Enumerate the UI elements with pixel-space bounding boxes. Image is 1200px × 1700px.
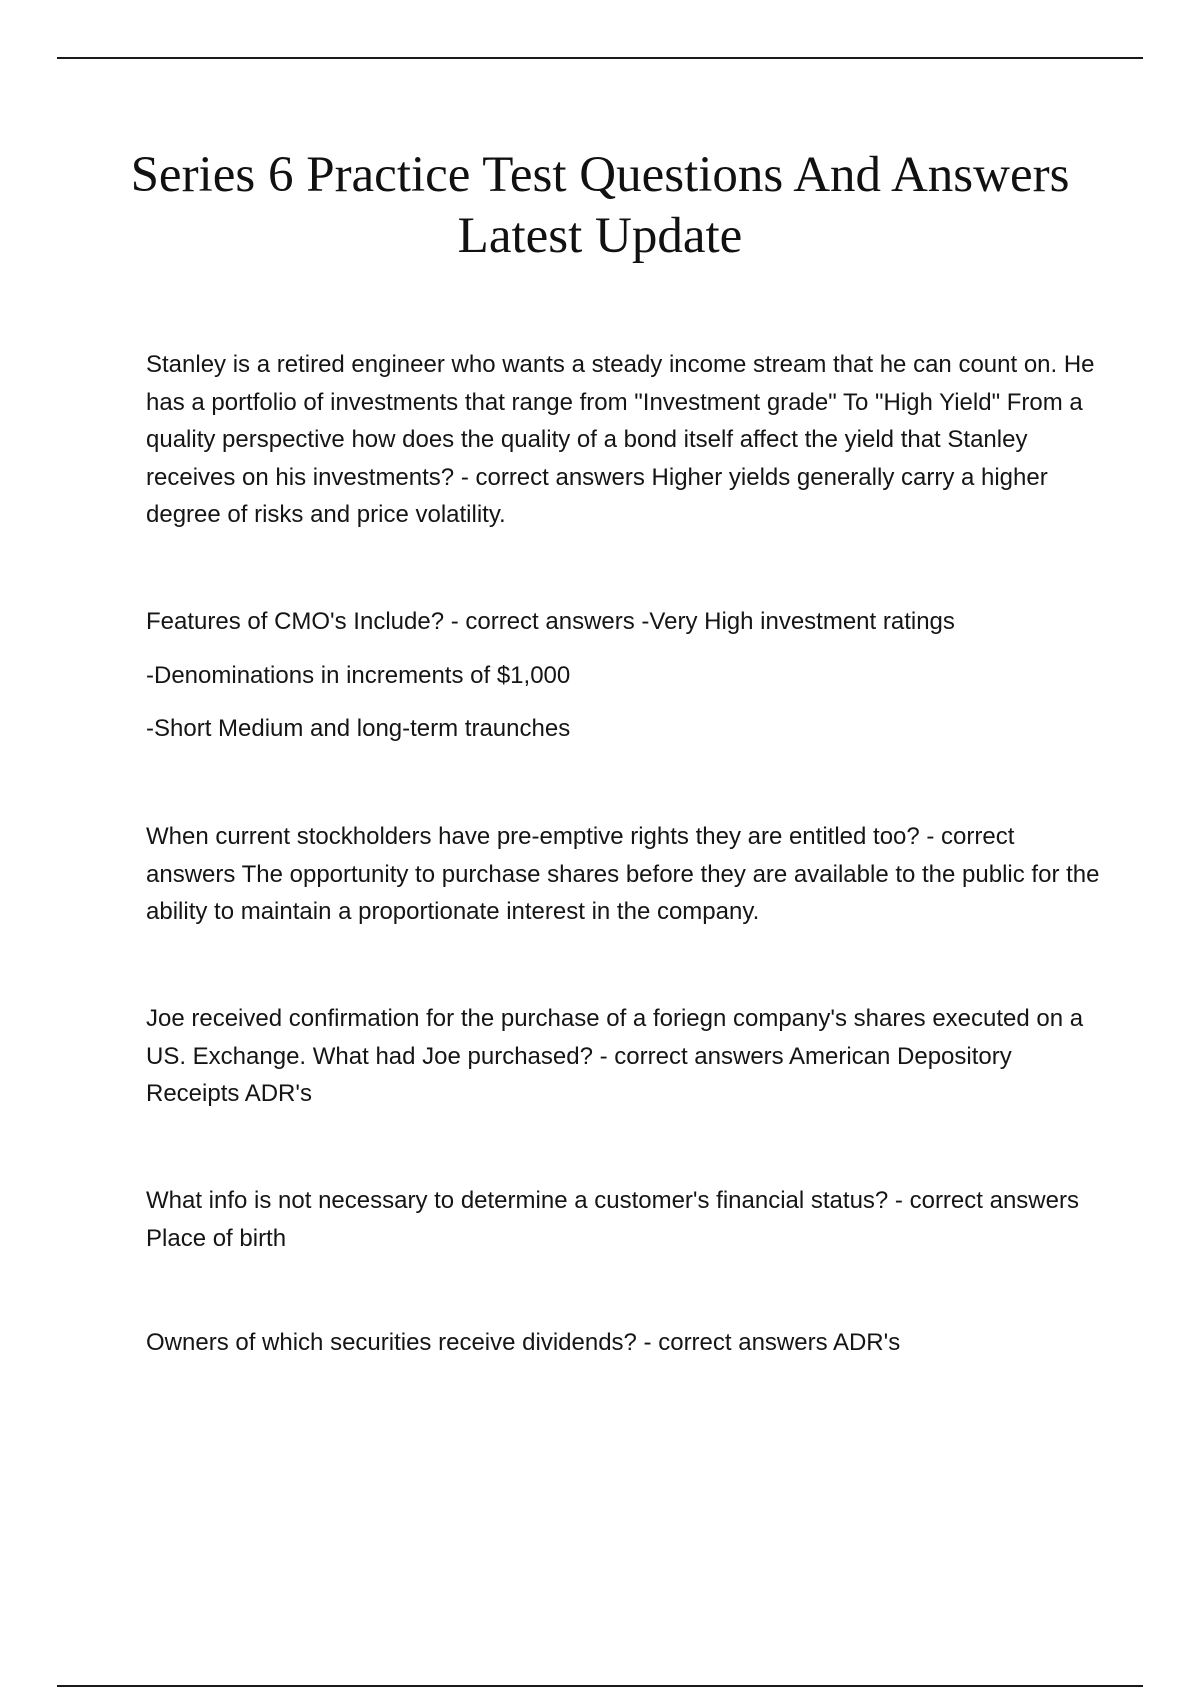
qa-answer-bullet: -Short Medium and long-term traunches (146, 715, 571, 742)
qa-answer-bullet: -Denominations in increments of $1,000 (146, 661, 571, 689)
qa-item-4 (146, 1000, 1106, 1113)
qa-item-5 (146, 1182, 1106, 1257)
qa-text: Joe received confirmation for the purchase of a foriegn company's shares executed on a US. Exchange. What had Joe purchased? - correct answers American Depository Receipts ADR's (146, 1005, 1084, 1107)
qa-text: What info is not necessary to determine a customer's financial status? - correct answers Place of birth (146, 1187, 1079, 1252)
qa-text: Owners of which securities receive dividends? - correct answers ADR's (146, 1329, 901, 1356)
document-title: Series 6 Practice Test Questions And Answers Latest Update (130, 147, 1070, 264)
qa-text: Features of CMO's Include? - correct answers -Very High investment ratings (146, 608, 955, 635)
qa-text: Stanley is a retired engineer who wants a steady income stream that he can count on. He has a portfolio of investments that range from "Investment grade" To "High Yield" From a quality perspective how does the quality of a bond itself affect the yield that Stanley receives on his investments? - correct answers Higher yields generally carry a higher degree of risks and price volatility. (146, 351, 1095, 528)
top-rule (57, 57, 1143, 59)
bottom-rule (57, 1685, 1143, 1687)
qa-item-6 (146, 1324, 1106, 1362)
qa-text: When current stockholders have pre-emptive rights they are entitled too? - correct answers The opportunity to purchase shares before they are available to the public for the ability to maintain a proportionate interest in the company. (146, 823, 1100, 925)
qa-item-2 (146, 603, 1106, 748)
qa-item-3 (146, 818, 1106, 931)
qa-item-1 (146, 346, 1106, 534)
